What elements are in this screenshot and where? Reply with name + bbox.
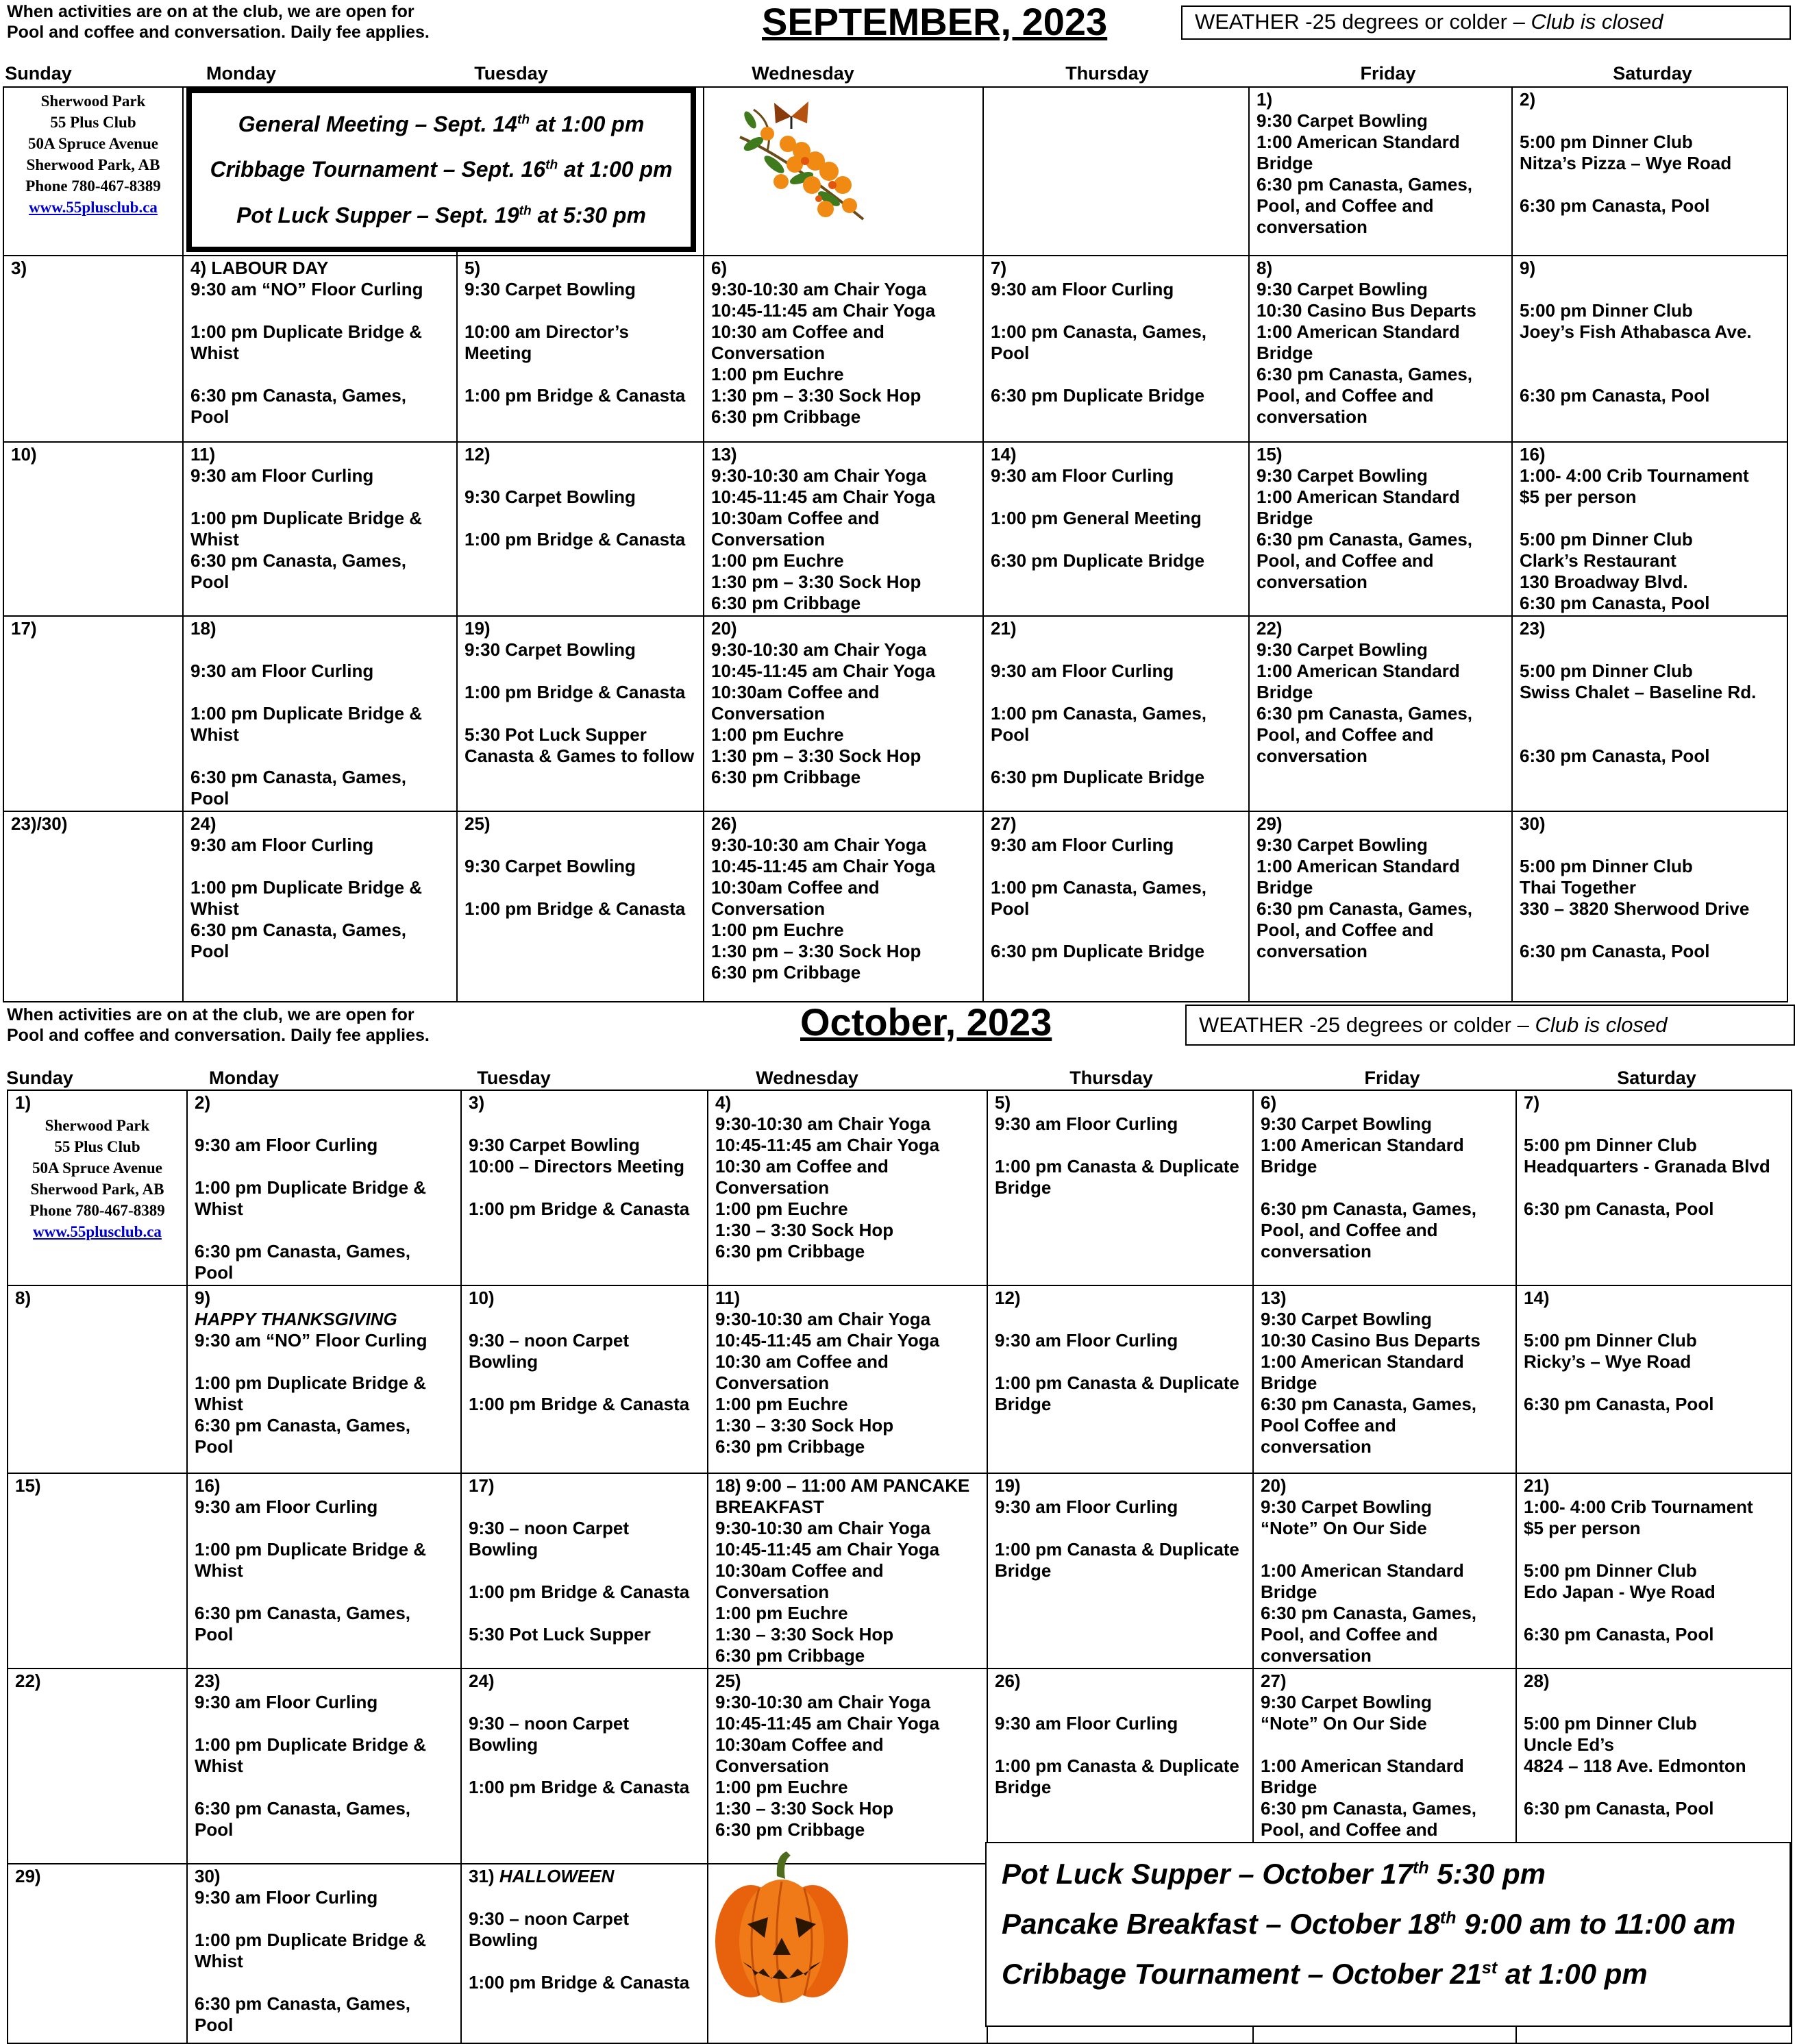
calendar-cell: 3) <box>3 256 183 442</box>
calendar-cell: 15) <box>8 1473 187 1669</box>
club-website-link[interactable]: www.55plusclub.ca <box>33 1223 162 1240</box>
calendar-cell: 10) 9:30 – noon Carpet Bowling 1:00 pm Bridge & Canasta <box>461 1285 708 1473</box>
calendar-cell <box>8 1090 187 1285</box>
jack-o-lantern-icon <box>710 1849 854 2006</box>
club-address-text: Sherwood Park 55 Plus Club 50A Spruce Avenue Sherwood Park, AB Phone 780-467-8389 <box>29 1117 165 1219</box>
calendar-cell: 29) <box>8 1864 187 2043</box>
calendar-cell: 19) 9:30 Carpet Bowling 1:00 pm Bridge & Canasta 5:30 Pot Luck Supper Canasta & Games to follow <box>457 616 704 811</box>
calendar-cell: 2) 5:00 pm Dinner Club Nitza’s Pizza – Wye Road 6:30 pm Canasta, Pool <box>1512 87 1787 256</box>
october-section <box>0 1000 1795 2035</box>
day-header-friday: Friday <box>1360 63 1416 84</box>
calendar-cell: 19) 9:30 am Floor Curling 1:00 pm Canasta & Duplicate Bridge <box>987 1473 1253 1669</box>
calendar-cell: 1) 9:30 Carpet Bowling 1:00 American Standard Bridge 6:30 pm Canasta, Games, Pool, and Coffee and conversation <box>1249 87 1512 256</box>
calendar-cell: 2) 9:30 am Floor Curling 1:00 pm Duplicate Bridge & Whist 6:30 pm Canasta, Games, Pool <box>187 1090 461 1285</box>
autumn-leaves-butterfly-icon <box>726 96 877 233</box>
calendar-week-row <box>3 616 1787 811</box>
october-intro: When activities are on at the club, we are open for Pool and coffee and conversation. Daily fee applies. <box>7 1005 430 1045</box>
calendar-week-row <box>3 442 1787 616</box>
calendar-cell: 11) 9:30-10:30 am Chair Yoga 10:45-11:45 am Chair Yoga 10:30 am Coffee and Conversation 1:00 pm Euchre 1:30 – 3:30 Sock Hop 6:30 pm Cribbage <box>708 1285 987 1473</box>
calendar-cell <box>461 1864 708 2043</box>
calendar-cell: 23) 5:00 pm Dinner Club Swiss Chalet – Baseline Rd. 6:30 pm Canasta, Pool <box>1512 616 1787 811</box>
calendar-cell: 8) 9:30 Carpet Bowling 10:30 Casino Bus Departs 1:00 American Standard Bridge 6:30 pm Canasta, Games, Pool, and Coffee and conversation <box>1249 256 1512 442</box>
october-events-box <box>985 1842 1791 2027</box>
event-pot-luck-supper: Pot Luck Supper – Sept. 19th at 5:30 pm <box>236 203 646 228</box>
calendar-cell: 20) 9:30 Carpet Bowling “Note” On Our Side 1:00 American Standard Bridge 6:30 pm Canasta, Games, Pool, and Coffee and conversation <box>1253 1473 1516 1669</box>
calendar-cell: 17) <box>3 616 183 811</box>
calendar-week-row <box>8 1285 1792 1473</box>
calendar-cell: 5) 9:30 am Floor Curling 1:00 pm Canasta & Duplicate Bridge <box>987 1090 1253 1285</box>
calendar-week-row <box>8 1473 1792 1669</box>
weather-text: WEATHER -25 degrees or colder – <box>1199 1013 1535 1037</box>
day-header-wednesday: Wednesday <box>752 63 854 84</box>
calendar-cell: 21) 1:00- 4:00 Crib Tournament $5 per person 5:00 pm Dinner Club Edo Japan - Wye Road 6:30 pm Canasta, Pool <box>1516 1473 1792 1669</box>
calendar-cell: 10) <box>3 442 183 616</box>
calendar-cell: 8) <box>8 1285 187 1473</box>
club-address-text: Sherwood Park 55 Plus Club 50A Spruce Avenue Sherwood Park, AB Phone 780-467-8389 <box>25 93 161 195</box>
calendar-cell: 22) <box>8 1669 187 1864</box>
october-title: October, 2023 <box>800 1000 1052 1044</box>
calendar-cell: 20) 9:30-10:30 am Chair Yoga 10:45-11:45 am Chair Yoga 10:30am Coffee and Conversation 1:00 pm Euchre 1:30 pm – 3:30 Sock Hop 6:30 pm Cribbage <box>704 616 983 811</box>
day-header-sunday: Sunday <box>6 1068 73 1088</box>
calendar-cell: 24) 9:30 – noon Carpet Bowling 1:00 pm Bridge & Canasta <box>461 1669 708 1864</box>
calendar-cell: 28) 5:00 pm Dinner Club Uncle Ed’s 4824 – 118 Ave. Edmonton 6:30 pm Canasta, Pool <box>1516 1669 1792 1864</box>
calendar-cell: 12) 9:30 am Floor Curling 1:00 pm Canasta & Duplicate Bridge <box>987 1285 1253 1473</box>
calendar-cell: 23) 9:30 am Floor Curling 1:00 pm Duplicate Bridge & Whist 6:30 pm Canasta, Games, Pool <box>187 1669 461 1864</box>
event-pancake-breakfast: Pancake Breakfast – October 18th 9:00 am to 11:00 am <box>1002 1908 1736 1940</box>
calendar-cell <box>187 1285 461 1473</box>
calendar-cell: 16) 9:30 am Floor Curling 1:00 pm Duplicate Bridge & Whist 6:30 pm Canasta, Games, Pool <box>187 1473 461 1669</box>
event-cribbage-tournament: Cribbage Tournament – October 21st at 1:00 pm <box>1002 1958 1648 1990</box>
calendar-cell: 17) 9:30 – noon Carpet Bowling 1:00 pm Bridge & Canasta 5:30 Pot Luck Supper <box>461 1473 708 1669</box>
october-weather-notice <box>1185 1005 1795 1046</box>
calendar-cell: 14) 9:30 am Floor Curling 1:00 pm General Meeting 6:30 pm Duplicate Bridge <box>983 442 1249 616</box>
event-pot-luck-supper: Pot Luck Supper – October 17th 5:30 pm <box>1002 1858 1546 1890</box>
weather-closed-text: Club is closed <box>1531 10 1663 34</box>
calendar-cell: 18) 9:30 am Floor Curling 1:00 pm Duplicate Bridge & Whist 6:30 pm Canasta, Games, Pool <box>183 616 457 811</box>
calendar-cell <box>983 87 1249 256</box>
calendar-cell: 6) 9:30 Carpet Bowling 1:00 American Standard Bridge 6:30 pm Canasta, Games, Pool, and Coffee and conversation <box>1253 1090 1516 1285</box>
day-header-wednesday: Wednesday <box>756 1068 858 1088</box>
calendar-cell: 7) 9:30 am Floor Curling 1:00 pm Canasta, Games, Pool 6:30 pm Duplicate Bridge <box>983 256 1249 442</box>
calendar-cell: 12) 9:30 Carpet Bowling 1:00 pm Bridge & Canasta <box>457 442 704 616</box>
day-header-monday: Monday <box>208 1068 280 1088</box>
calendar-cell: 13) 9:30-10:30 am Chair Yoga 10:45-11:45 am Chair Yoga 10:30am Coffee and Conversation 1:00 pm Euchre 1:30 pm – 3:30 Sock Hop 6:30 pm Cribbage <box>704 442 983 616</box>
day-header-monday: Monday <box>206 63 277 84</box>
calendar-cell: 5) 9:30 Carpet Bowling 10:00 am Director’s Meeting 1:00 pm Bridge & Canasta <box>457 256 704 442</box>
day-header-thursday: Thursday <box>1069 1068 1153 1088</box>
calendar-cell: 7) 5:00 pm Dinner Club Headquarters - Granada Blvd 6:30 pm Canasta, Pool <box>1516 1090 1792 1285</box>
calendar-cell: 4) LABOUR DAY 9:30 am “NO” Floor Curling 1:00 pm Duplicate Bridge & Whist 6:30 pm Canasta, Games, Pool <box>183 256 457 442</box>
day-header-tuesday: Tuesday <box>474 63 548 84</box>
september-weather-notice <box>1181 5 1791 40</box>
calendar-week-row <box>8 1669 1792 1864</box>
calendar-week-row <box>3 256 1787 442</box>
september-title: SEPTEMBER, 2023 <box>762 0 1108 43</box>
day-header-tuesday: Tuesday <box>477 1068 551 1088</box>
calendar-cell: 24) 9:30 am Floor Curling 1:00 pm Duplicate Bridge & Whist 6:30 pm Canasta, Games, Pool <box>183 811 457 1002</box>
calendar-cell: 25) 9:30-10:30 am Chair Yoga 10:45-11:45 am Chair Yoga 10:30am Coffee and Conversation 1:00 pm Euchre 1:30 – 3:30 Sock Hop 6:30 pm Cribbage <box>708 1669 987 1864</box>
day-number: 9) <box>195 1288 211 1308</box>
day-number: 1) <box>15 1092 32 1113</box>
october-day-headers <box>0 1068 1795 1088</box>
september-day-headers <box>0 63 1795 84</box>
calendar-cell: 26) 9:30-10:30 am Chair Yoga 10:45-11:45 am Chair Yoga 10:30am Coffee and Conversation 1:00 pm Euchre 1:30 pm – 3:30 Sock Hop 6:30 pm Cribbage <box>704 811 983 1002</box>
calendar-cell: 14) 5:00 pm Dinner Club Ricky’s – Wye Road 6:30 pm Canasta, Pool <box>1516 1285 1792 1473</box>
september-intro: When activities are on at the club, we are open for Pool and coffee and conversation. Daily fee applies. <box>7 2 430 42</box>
day-number: 31) <box>469 1866 499 1886</box>
calendar-cell: 3) 9:30 Carpet Bowling 10:00 – Directors Meeting 1:00 pm Bridge & Canasta <box>461 1090 708 1285</box>
calendar-cell: 15) 9:30 Carpet Bowling 1:00 American Standard Bridge 6:30 pm Canasta, Games, Pool, and Coffee and conversation <box>1249 442 1512 616</box>
calendar-cell: 23)/30) <box>3 811 183 1002</box>
club-address <box>11 90 175 218</box>
thanksgiving-label: HAPPY THANKSGIVING <box>195 1309 397 1329</box>
day-activities: 9:30 – noon Carpet Bowling 1:00 pm Bridge & Canasta <box>469 1908 690 1993</box>
september-section <box>0 0 1795 994</box>
calendar-cell: 27) 9:30 Carpet Bowling “Note” On Our Side 1:00 American Standard Bridge 6:30 pm Canasta, Games, Pool, and Coffee and <box>1253 1669 1516 1864</box>
calendar-cell: 11) 9:30 am Floor Curling 1:00 pm Duplicate Bridge & Whist 6:30 pm Canasta, Games, Pool <box>183 442 457 616</box>
club-address <box>15 1115 180 1242</box>
day-header-sunday: Sunday <box>5 63 72 84</box>
calendar-cell: 21) 9:30 am Floor Curling 1:00 pm Canasta, Games, Pool 6:30 pm Duplicate Bridge <box>983 616 1249 811</box>
club-website-link[interactable]: www.55plusclub.ca <box>29 199 158 216</box>
weather-text: WEATHER -25 degrees or colder – <box>1195 10 1531 34</box>
calendar-cell: 18) 9:00 – 11:00 AM PANCAKE BREAKFAST 9:30-10:30 am Chair Yoga 10:45-11:45 am Chair Yoga 10:30am Coffee and Conversation 1:00 pm Euchre 1:30 – 3:30 Sock Hop 6:30 pm Cribbage <box>708 1473 987 1669</box>
day-activities: 9:30 am “NO” Floor Curling 1:00 pm Duplicate Bridge & Whist 6:30 pm Canasta, Games, Pool <box>195 1330 428 1457</box>
calendar-cell: 16) 1:00- 4:00 Crib Tournament $5 per person 5:00 pm Dinner Club Clark’s Restaurant 130 Broadway Blvd. 6:30 pm Canasta, Pool <box>1512 442 1787 616</box>
calendar-cell: 13) 9:30 Carpet Bowling 10:30 Casino Bus Departs 1:00 American Standard Bridge 6:30 pm Canasta, Games, Pool Coffee and conversation <box>1253 1285 1516 1473</box>
weather-closed-text: Club is closed <box>1535 1013 1668 1037</box>
calendar-cell: 22) 9:30 Carpet Bowling 1:00 American Standard Bridge 6:30 pm Canasta, Games, Pool, and Coffee and conversation <box>1249 616 1512 811</box>
day-header-saturday: Saturday <box>1613 63 1692 84</box>
calendar-cell: 27) 9:30 am Floor Curling 1:00 pm Canasta, Games, Pool 6:30 pm Duplicate Bridge <box>983 811 1249 1002</box>
halloween-label: HALLOWEEN <box>499 1866 615 1886</box>
calendar-cell: 30) 5:00 pm Dinner Club Thai Together 330 – 3820 Sherwood Drive 6:30 pm Canasta, Pool <box>1512 811 1787 1002</box>
calendar-cell: 9) 5:00 pm Dinner Club Joey’s Fish Athabasca Ave. 6:30 pm Canasta, Pool <box>1512 256 1787 442</box>
event-general-meeting: General Meeting – Sept. 14th at 1:00 pm <box>238 111 645 136</box>
calendar-cell: 26) 9:30 am Floor Curling 1:00 pm Canasta & Duplicate Bridge <box>987 1669 1253 1864</box>
calendar-cell <box>3 87 183 256</box>
day-header-saturday: Saturday <box>1617 1068 1696 1088</box>
september-events-box <box>186 88 696 252</box>
calendar-cell: 4) 9:30-10:30 am Chair Yoga 10:45-11:45 am Chair Yoga 10:30 am Coffee and Conversation 1:00 pm Euchre 1:30 – 3:30 Sock Hop 6:30 pm Cribbage <box>708 1090 987 1285</box>
calendar-cell: 25) 9:30 Carpet Bowling 1:00 pm Bridge & Canasta <box>457 811 704 1002</box>
day-header-friday: Friday <box>1364 1068 1420 1088</box>
calendar-week-row <box>3 811 1787 1002</box>
day-header-thursday: Thursday <box>1065 63 1149 84</box>
calendar-week-row <box>8 1090 1792 1285</box>
calendar-cell: 6) 9:30-10:30 am Chair Yoga 10:45-11:45 am Chair Yoga 10:30 am Coffee and Conversation 1:00 pm Euchre 1:30 pm – 3:30 Sock Hop 6:30 pm Cribbage <box>704 256 983 442</box>
event-cribbage-tournament: Cribbage Tournament – Sept. 16th at 1:00 pm <box>210 157 673 182</box>
calendar-cell: 29) 9:30 Carpet Bowling 1:00 American Standard Bridge 6:30 pm Canasta, Games, Pool, and Coffee and conversation <box>1249 811 1512 1002</box>
calendar-cell: 30) 9:30 am Floor Curling 1:00 pm Duplicate Bridge & Whist 6:30 pm Canasta, Games, Pool <box>187 1864 461 2043</box>
